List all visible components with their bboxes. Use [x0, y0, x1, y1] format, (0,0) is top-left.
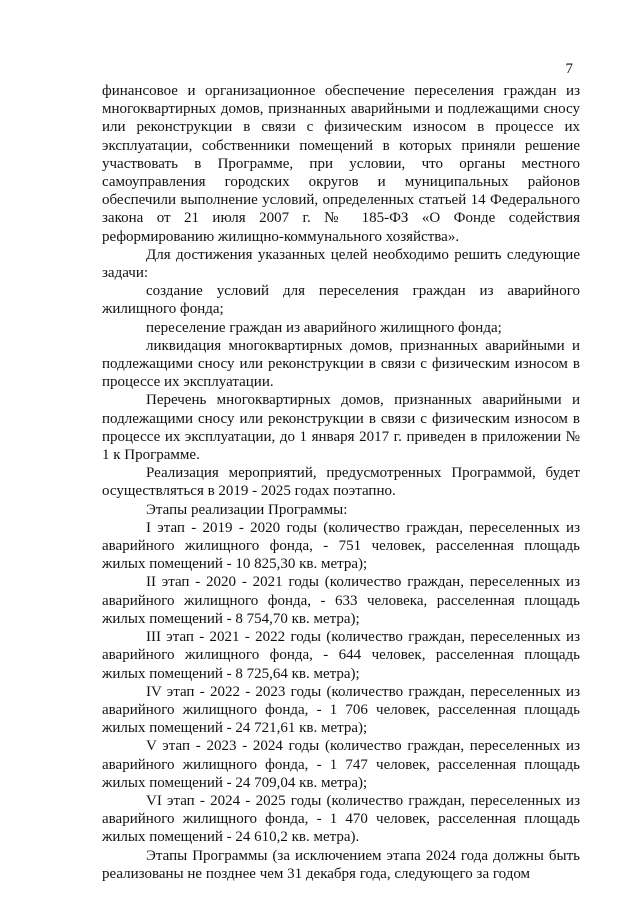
page-number: 7 [565, 61, 573, 77]
paragraph-stage-5: V этап - 2023 - 2024 годы (количество граждан, переселенных из аварийного жилищного фонда, - 1 747 человек, расселенная площадь жилых помещений - 24 709,04 кв. метра); [102, 738, 580, 791]
paragraph-stages-heading: Этапы реализации Программы: [146, 501, 348, 518]
paragraph-implementation-period: Реализация мероприятий, предусмотренных Программой, будет осуществляться в 2019 - 2025 годах поэтапно. [102, 465, 580, 500]
paragraph-stages-deadline: Этапы Программы (за исключением этапа 2024 года должны быть реализованы не позднее чем 31 декабря года, следующего за годом [102, 847, 580, 882]
paragraph-stage-2: II этап - 2020 - 2021 годы (количество граждан, переселенных из аварийного жилищного фонда, - 633 человека, расселенная площадь жилых помещений - 8 754,70 кв. метра); [102, 574, 580, 627]
paragraph-stage-1: I этап - 2019 - 2020 годы (количество граждан, переселенных из аварийного жилищного фонда, - 751 человек, расселенная площадь жилых помещений - 10 825,30 кв. метра); [102, 519, 580, 573]
paragraph-task-conditions: создание условий для переселения граждан из аварийного жилищного фонда; [102, 283, 580, 318]
paragraph-stage-6: VI этап - 2024 - 2025 годы (количество граждан, переселенных из аварийного жилищного фонда, - 1 470 человек, расселенная площадь жилых помещений - 24 610,2 кв. метра). [102, 792, 580, 846]
paragraph-houses-list: Перечень многоквартирных домов, признанных аварийными и подлежащими сносу или реконструкции в связи с физическим износом в процессе их эксплуатации, до 1 января 2017 г. приведен в приложении № 1 к Программе. [102, 392, 580, 464]
paragraph-program-goal-continuation: финансовое и организационное обеспечение переселения граждан из многоквартирных домов, признанных аварийными и подлежащими сносу или реконструкции в связи с физическим износом в процессе их эксплуатации, собственники помещений в которых приняли решение участвовать в Программе, при условии, что органы местного самоуправления городских округов и муниципальных районов обеспечили выполнение условий, определенных статьей 14 Федерального закона от 21 июля 2007 г. № 185-ФЗ «О Фонде содействия реформированию жилищно-коммунального хозяйства». [102, 83, 580, 245]
paragraph-tasks-intro: Для достижения указанных целей необходимо решить следующие задачи: [102, 246, 580, 282]
document-body [102, 82, 580, 883]
paragraph-stage-3: III этап - 2021 - 2022 годы (количество граждан, переселенных из аварийного жилищного фонда, - 644 человек, расселенная площадь жилых помещений - 8 725,64 кв. метра); [102, 629, 580, 682]
paragraph-task-resettlement: переселение граждан из аварийного жилищного фонда; [146, 319, 502, 336]
paragraph-task-liquidation: ликвидация многоквартирных домов, признанных аварийными и подлежащими сносу или реконструкции в связи с физическим износом в процессе их эксплуатации. [102, 337, 580, 391]
paragraph-stage-4: IV этап - 2022 - 2023 годы (количество граждан, переселенных из аварийного жилищного фонда, - 1 706 человек, расселенная площадь жилых помещений - 24 721,61 кв. метра); [102, 683, 580, 737]
